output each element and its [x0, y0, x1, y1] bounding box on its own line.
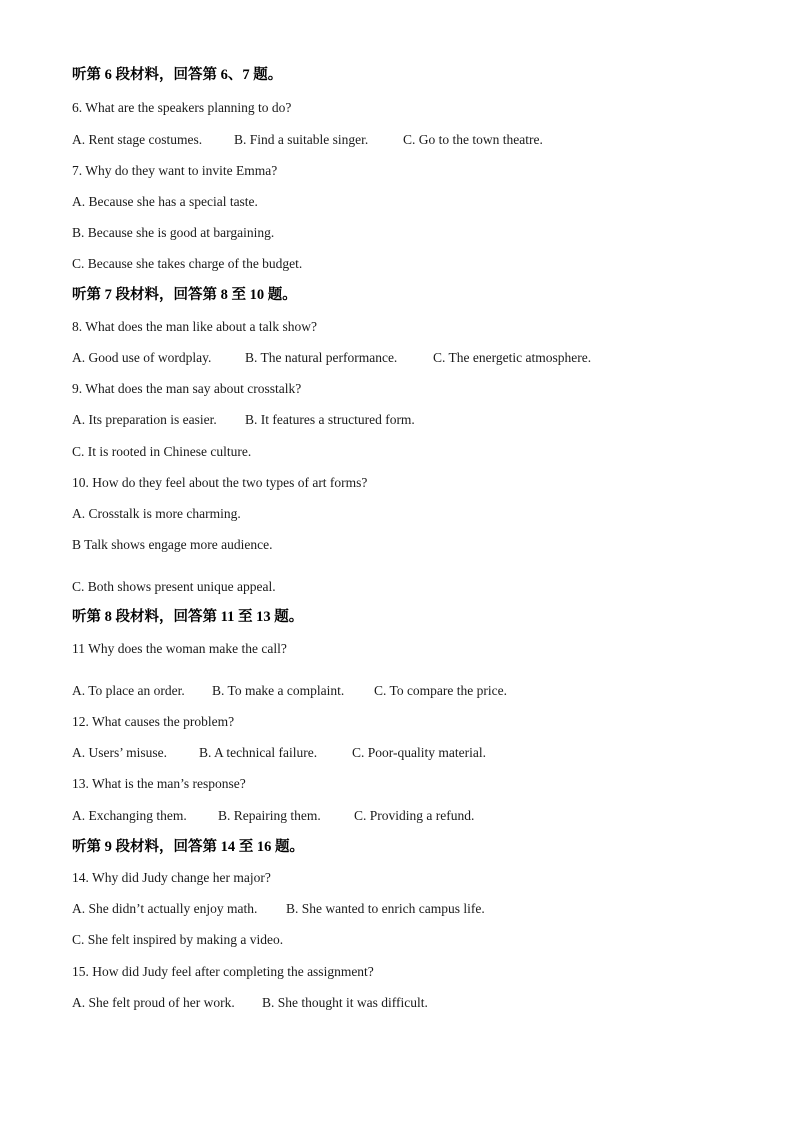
section-header: 听第 9 段材料，回答第 14 至 16 题。 — [72, 839, 304, 855]
option-c: C. The energetic atmosphere. — [433, 350, 592, 365]
question-text: 8. What does the man like about a talk show? — [72, 319, 317, 334]
options-row — [72, 350, 591, 366]
question-text: 6. What are the speakers planning to do? — [72, 100, 292, 115]
option-b: B. Because she is good at bargaining. — [72, 225, 275, 240]
option-c: C. To compare the price. — [374, 683, 508, 698]
option-b: B Talk shows engage more audience. — [72, 537, 273, 552]
options-row — [72, 412, 415, 428]
question-text: 7. Why do they want to invite Emma? — [72, 163, 278, 178]
question-text: 12. What causes the problem? — [72, 714, 235, 729]
question-text: 10. How do they feel about the two types of art forms? — [72, 475, 368, 490]
option-a: A. To place an order. — [72, 683, 185, 698]
option-b: B. A technical failure. — [199, 745, 318, 760]
option-c: C. Because she takes charge of the budget. — [72, 256, 303, 271]
option-c: C. Both shows present unique appeal. — [72, 579, 276, 594]
option-c: C. Poor-quality material. — [352, 745, 486, 760]
option-b: B. She thought it was difficult. — [262, 995, 428, 1010]
options-row — [72, 901, 485, 917]
section-header: 听第 7 段材料，回答第 8 至 10 题。 — [72, 287, 297, 303]
option-a: A. Users’ misuse. — [72, 745, 167, 760]
question-text: 13. What is the man’s response? — [72, 776, 246, 791]
option-b: B. Find a suitable singer. — [234, 132, 369, 147]
option-b: B. Repairing them. — [218, 808, 321, 823]
option-a: A. She felt proud of her work. — [72, 995, 235, 1010]
question-text: 15. How did Judy feel after completing the assignment? — [72, 964, 374, 979]
option-b: B. To make a complaint. — [212, 683, 345, 698]
option-b: B. She wanted to enrich campus life. — [286, 901, 485, 916]
question-text: 11 Why does the woman make the call? — [72, 641, 287, 656]
options-row — [72, 683, 507, 699]
option-b: B. It features a structured form. — [245, 412, 415, 427]
option-a: A. Exchanging them. — [72, 808, 187, 823]
option-a: A. Its preparation is easier. — [72, 412, 217, 427]
options-row — [72, 132, 543, 148]
options-row — [72, 745, 486, 761]
question-text: 14. Why did Judy change her major? — [72, 870, 271, 885]
option-a: A. Rent stage costumes. — [72, 132, 203, 147]
option-a: A. Crosstalk is more charming. — [72, 506, 241, 521]
options-row — [72, 995, 428, 1011]
option-a: A. Because she has a special taste. — [72, 194, 258, 209]
section-header: 听第 8 段材料，回答第 11 至 13 题。 — [72, 609, 304, 625]
options-row — [72, 808, 474, 824]
option-a: A. Good use of wordplay. — [72, 350, 212, 365]
question-text: 9. What does the man say about crosstalk? — [72, 381, 302, 396]
option-c: C. Providing a refund. — [354, 808, 475, 823]
option-a: A. She didn’t actually enjoy math. — [72, 901, 258, 916]
section-header: 听第 6 段材料，回答第 6、7 题。 — [72, 67, 283, 83]
option-c: C. It is rooted in Chinese culture. — [72, 444, 252, 459]
option-c: C. Go to the town theatre. — [403, 132, 543, 147]
option-c: C. She felt inspired by making a video. — [72, 932, 284, 947]
option-b: B. The natural performance. — [245, 350, 398, 365]
